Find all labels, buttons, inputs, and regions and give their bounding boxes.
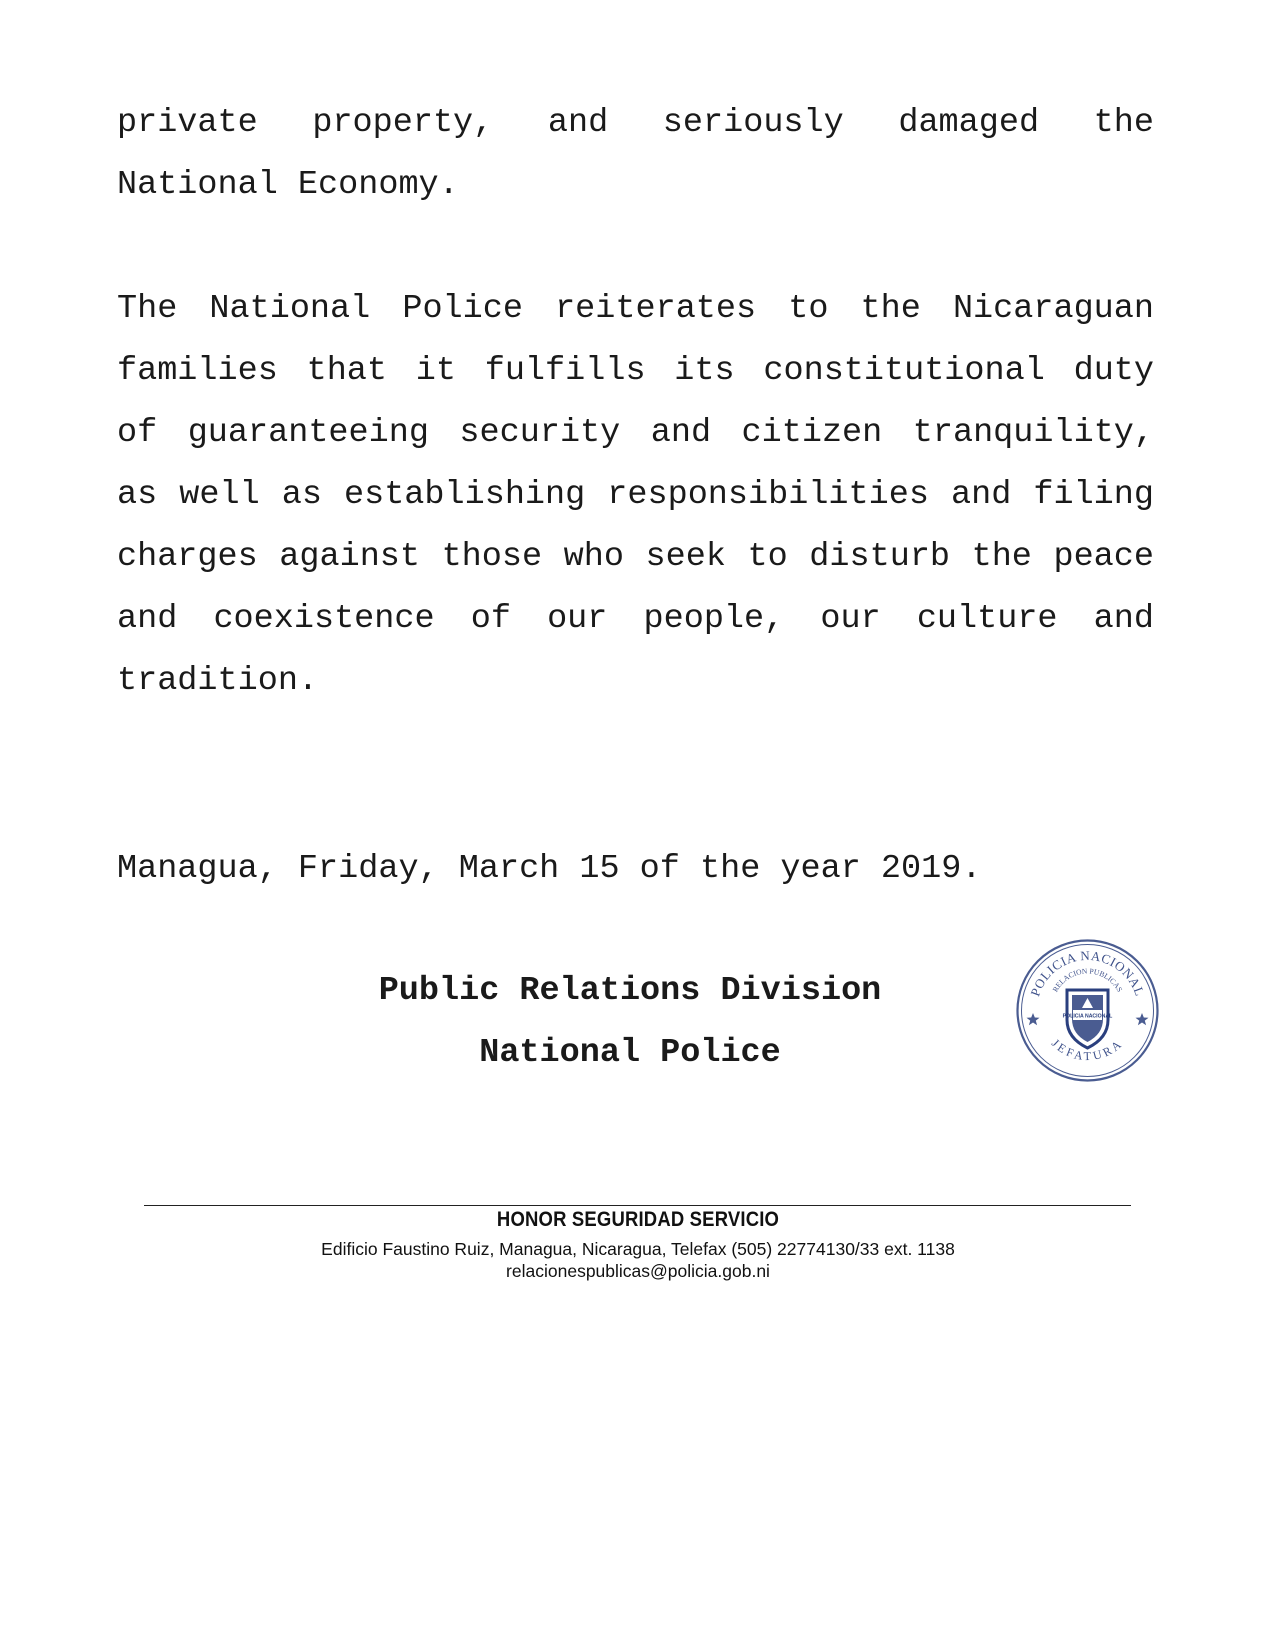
footer-divider <box>144 1205 1131 1206</box>
seal-inner-text: RELACION PUBLICAS <box>1050 966 1125 994</box>
signature-division: Public Relations Division <box>378 972 882 1010</box>
seal-bottom-text: JEFATURA <box>1048 1035 1127 1064</box>
seal-outer-text: POLICIA NACIONAL <box>1027 947 1148 999</box>
signature-organization: National Police <box>479 1034 781 1072</box>
body-paragraph-1: private property, and seriously damaged the National Economy. <box>117 104 1154 204</box>
star-icon <box>1027 1013 1040 1025</box>
footer-email-link[interactable]: relacionespublicas@policia.gob.ni <box>506 1261 770 1281</box>
body-paragraph-2: The National Police reiterates to the Nicaraguan families that it fulfills its constitutional duty of guaranteeing security and citizen tranquility, as well as establishing responsibilities and filing charges against those who seek to disturb the peace and coexistence of our people, our culture and tradition. <box>117 290 1154 700</box>
dateline: Managua, Friday, March 15 of the year 2019. <box>117 850 982 888</box>
footer-address: Edificio Faustino Ruiz, Managua, Nicaragua, Telefax (505) 22774130/33 ext. 1138 <box>321 1239 955 1259</box>
star-icon <box>1136 1013 1149 1025</box>
seal-emblem-text: POLICIA NACIONAL <box>1062 1013 1113 1020</box>
footer-motto: HONOR SEGURIDAD SERVICIO <box>496 1208 780 1231</box>
police-seal-stamp <box>1015 938 1160 1083</box>
